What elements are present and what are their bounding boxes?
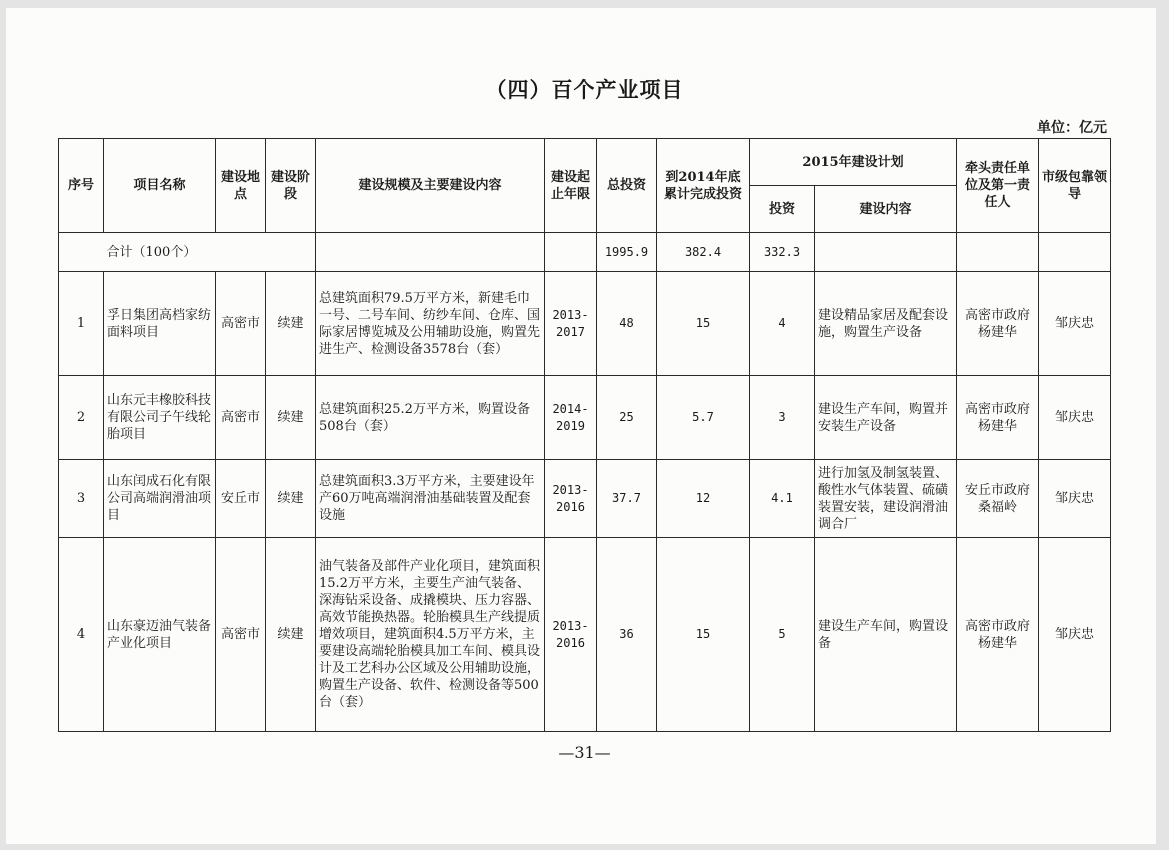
total-seq-cell	[59, 233, 104, 272]
row-stage: 续建	[266, 272, 316, 376]
header-plan-content: 建设内容	[815, 186, 957, 233]
header-period: 建设起止年限	[545, 139, 597, 233]
row-location: 高密市	[216, 272, 266, 376]
header-scale: 建设规模及主要建设内容	[316, 139, 545, 233]
page-title: （四）百个产业项目	[485, 77, 684, 102]
row-responsible: 高密市政府杨建华	[957, 272, 1039, 376]
table-row	[59, 538, 1111, 732]
table-row	[59, 460, 1111, 538]
total-row	[59, 233, 1111, 272]
row-plan-investment: 4	[750, 272, 815, 376]
row-responsible: 高密市政府杨建华	[957, 538, 1039, 732]
row-plan-content: 建设生产车间，购置设备	[815, 538, 957, 732]
row-name: 山东元丰橡胶科技有限公司子午线轮胎项目	[104, 376, 216, 460]
row-seq: 2	[59, 376, 104, 460]
row-completed-2014: 15	[657, 538, 750, 732]
row-location: 安丘市	[216, 460, 266, 538]
row-stage: 续建	[266, 460, 316, 538]
row-scale: 油气装备及部件产业化项目，建筑面积15.2万平方米，主要生产油气装备、深海钻采设备、成撬模块、压力容器、高效节能换热器。轮胎模具生产线提质增效项目，建筑面积4.5万平方米，主要建设高端轮胎模具加工车间、模具设计及工艺科办公区域及公用辅助设施，购置生产设备、软件、检测设备等500台（套）	[316, 538, 545, 732]
header-seq: 序号	[59, 139, 104, 233]
row-scale: 总建筑面积25.2万平方米，购置设备508台（套）	[316, 376, 545, 460]
project-table	[58, 138, 1111, 732]
header-total-investment: 总投资	[597, 139, 657, 233]
row-plan-content: 建设精品家居及配套设施，购置生产设备	[815, 272, 957, 376]
header-completed-2014: 到2014年底累计完成投资	[657, 139, 750, 233]
total-period-cell	[545, 233, 597, 272]
header-plan-2015: 2015年建设计划	[750, 139, 957, 186]
row-scale: 总建筑面积3.3万平方米，主要建设年产60万吨高端润滑油基础装置及配套设施	[316, 460, 545, 538]
row-total-investment: 25	[597, 376, 657, 460]
header-leader: 市级包靠领导	[1039, 139, 1111, 233]
header-name: 项目名称	[104, 139, 216, 233]
row-plan-investment: 5	[750, 538, 815, 732]
row-responsible: 安丘市政府桑福岭	[957, 460, 1039, 538]
table-row	[59, 376, 1111, 460]
header-stage: 建设阶段	[266, 139, 316, 233]
total-completed-2014: 382.4	[657, 233, 750, 272]
page-number: —31—	[558, 743, 611, 762]
row-scale: 总建筑面积79.5万平方米，新建毛巾一号、二号车间、纺纱车间、仓库、国际家居博览城及公用辅助设施，购置先进生产、检测设备3578台（套）	[316, 272, 545, 376]
row-seq: 3	[59, 460, 104, 538]
row-total-investment: 48	[597, 272, 657, 376]
row-completed-2014: 15	[657, 272, 750, 376]
row-leader: 邹庆忠	[1039, 376, 1111, 460]
row-period: 2013-2016	[545, 538, 597, 732]
row-plan-content: 进行加氢及制氢装置、酸性水气体装置、硫磺装置安装，建设润滑油调合厂	[815, 460, 957, 538]
total-investment: 1995.9	[597, 233, 657, 272]
table-row	[59, 272, 1111, 376]
row-stage: 续建	[266, 538, 316, 732]
row-location: 高密市	[216, 538, 266, 732]
header-location: 建设地点	[216, 139, 266, 233]
row-period: 2014-2019	[545, 376, 597, 460]
row-plan-investment: 4.1	[750, 460, 815, 538]
row-name: 山东豪迈油气装备产业化项目	[104, 538, 216, 732]
row-name: 山东闰成石化有限公司高端润滑油项目	[104, 460, 216, 538]
row-responsible: 高密市政府杨建华	[957, 376, 1039, 460]
row-total-investment: 37.7	[597, 460, 657, 538]
row-plan-content: 建设生产车间，购置并安装生产设备	[815, 376, 957, 460]
header-responsible: 牵头责任单位及第一责任人	[957, 139, 1039, 233]
row-seq: 4	[59, 538, 104, 732]
total-plan-investment: 332.3	[750, 233, 815, 272]
row-leader: 邹庆忠	[1039, 460, 1111, 538]
unit-label: 单位：亿元	[1037, 120, 1107, 136]
row-location: 高密市	[216, 376, 266, 460]
total-leader-cell	[1039, 233, 1111, 272]
total-plan-content-cell	[815, 233, 957, 272]
row-stage: 续建	[266, 376, 316, 460]
row-total-investment: 36	[597, 538, 657, 732]
row-period: 2013-2016	[545, 460, 597, 538]
row-completed-2014: 5.7	[657, 376, 750, 460]
row-completed-2014: 12	[657, 460, 750, 538]
row-leader: 邹庆忠	[1039, 272, 1111, 376]
row-leader: 邹庆忠	[1039, 538, 1111, 732]
header-plan-investment: 投资	[750, 186, 815, 233]
total-scale-cell	[316, 233, 545, 272]
row-period: 2013-2017	[545, 272, 597, 376]
total-label: 合计（100个）	[104, 233, 316, 272]
total-responsible-cell	[957, 233, 1039, 272]
row-plan-investment: 3	[750, 376, 815, 460]
row-name: 孚日集团高档家纺面料项目	[104, 272, 216, 376]
header-row	[59, 139, 1111, 186]
row-seq: 1	[59, 272, 104, 376]
